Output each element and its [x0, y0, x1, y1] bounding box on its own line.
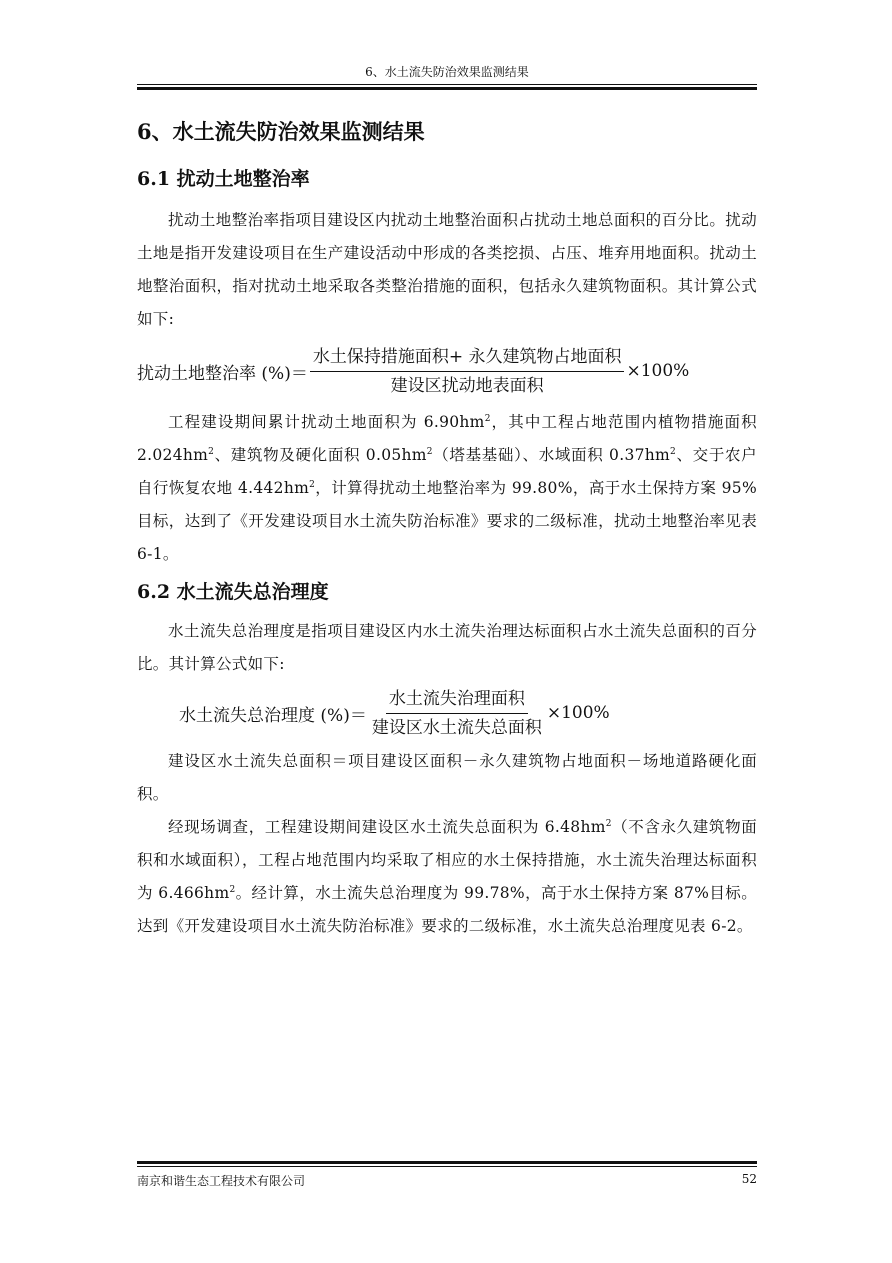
superscript: 2: [309, 479, 316, 490]
superscript: 2: [484, 413, 491, 424]
superscript: 2: [208, 446, 215, 457]
text-run: 经现场调查，工程建设期间建设区水土流失总面积为 6.48hm: [168, 818, 606, 836]
text-run: 、交于农户自行恢复农地 4.442hm: [137, 446, 757, 497]
superscript: 2: [426, 446, 433, 457]
formula-numerator: 水土保持措施面积+ 永久建筑物占地面积: [310, 345, 625, 372]
formula-total-control-degree: [137, 681, 757, 745]
formula-numerator: 水土流失治理面积: [386, 687, 528, 714]
formula-multiplier: ×100%: [626, 361, 690, 381]
running-header: 6、水土流失防治效果监测结果: [365, 65, 529, 79]
formula-fraction: [310, 345, 625, 398]
formula-lhs: 扰动土地整治率 (%)＝: [137, 363, 308, 384]
footer-rule-thick: [137, 1161, 757, 1164]
text-run: ，计算得扰动土地整治率为 99.80%，高于水土保持方案 95%目标，达到了《开发建设项目水土流失防治标准》要求的二级标准，扰动土地整治率见表 6-1。: [137, 479, 757, 563]
main-content: [137, 116, 757, 943]
formula-lhs: 水土流失总治理度 (%)＝: [179, 705, 367, 726]
formula-multiplier: ×100%: [546, 703, 610, 723]
text-run: 。经计算，水土流失总治理度为 99.78%，高于水土保持方案 87%目标。达到《开发建设项目水土流失防治标准》要求的二级标准，水土流失总治理度见表 6-2。: [137, 884, 757, 935]
text-run: 工程建设期间累计扰动土地面积为 6.90hm: [168, 413, 485, 431]
chapter-title: 6、水土流失防治效果监测结果: [137, 119, 425, 144]
text-run: ，其中工程占地范围内植物措施面积 2.024hm: [137, 413, 757, 464]
section-6-2-paragraph-1: 水土流失总治理度是指项目建设区内水土流失治理达标面积占水土流失总面积的百分比。其计算公式如下:: [137, 622, 757, 673]
superscript: 2: [605, 818, 612, 829]
superscript: 2: [670, 446, 677, 457]
section-6-1-title: 6.1 扰动土地整治率: [137, 168, 310, 190]
formula-fraction: [369, 687, 545, 740]
formula-disturbed-land-rate: [137, 336, 757, 406]
footer-rule-thin: [137, 1166, 757, 1167]
page-number: 52: [741, 1172, 757, 1186]
text-run: （不含永久建筑物面积和水域面积），工程占地范围内均采取了相应的水土保持措施，水土流失治理达标面积为 6.466hm: [137, 818, 758, 902]
formula-denominator: 建设区扰动地表面积: [390, 375, 544, 396]
footer-company: 南京和谐生态工程技术有限公司: [137, 1174, 306, 1188]
section-6-2-title: 6.2 水土流失总治理度: [137, 581, 329, 603]
text-run: 、建筑物及硬化面积 0.05hm: [214, 446, 427, 464]
header-rule-thick: [137, 87, 757, 90]
superscript: 2: [229, 884, 236, 895]
header-rule-thin: [137, 84, 757, 85]
section-6-1-paragraph-1: 扰动土地整治率指项目建设区内扰动土地整治面积占扰动土地总面积的百分比。扰动土地是指开发建设项目在生产建设活动中形成的各类挖损、占压、堆弃用地面积。扰动土地整治面积，指对扰动土地采取各类整治措施的面积，包括永久建筑物面积。其计算公式如下:: [137, 211, 757, 328]
section-6-2-paragraph-3: [137, 811, 757, 943]
section-6-1-paragraph-2: [137, 406, 757, 571]
section-6-2-paragraph-2: 建设区水土流失总面积＝项目建设区面积－永久建筑物占地面积－场地道路硬化面积。: [137, 752, 757, 803]
text-run: （塔基基础）、水域面积 0.37hm: [432, 446, 671, 464]
formula-denominator: 建设区水土流失总面积: [371, 717, 542, 738]
